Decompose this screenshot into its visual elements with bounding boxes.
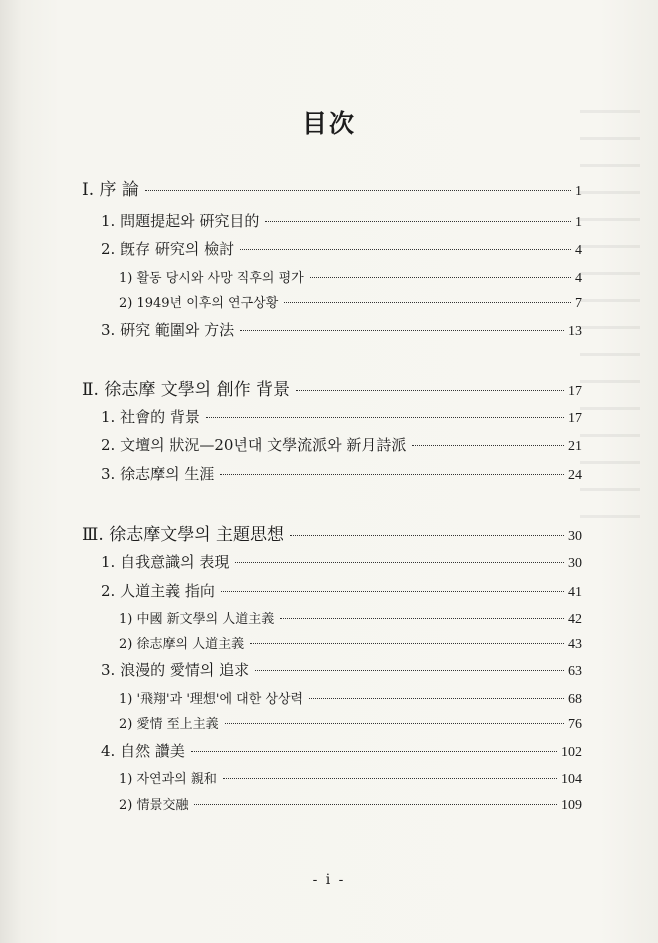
toc-page-number: 7 [575, 296, 582, 311]
toc-entry [119, 713, 582, 733]
leader-dots [412, 445, 564, 446]
toc-label: 1) 활동 당시와 사망 직후의 평가 [119, 271, 304, 286]
toc-label: 1. 自我意識의 表現 [101, 553, 230, 571]
toc-entry [101, 238, 582, 259]
toc-entry [101, 740, 582, 761]
toc-label: 2. 文壇의 狀況—20년대 文學流派와 新月詩派 [101, 436, 407, 454]
page-number-footer: - i - [312, 872, 346, 888]
toc-entry [101, 210, 582, 231]
toc-page-number: 1 [575, 184, 582, 199]
toc-label: 4. 自然 讚美 [101, 742, 185, 760]
leader-dots [250, 643, 564, 644]
toc-label: 2) 1949년 이후의 연구상황 [119, 296, 279, 311]
leader-dots [225, 723, 564, 724]
toc-page-number: 63 [568, 664, 582, 679]
leader-dots [145, 190, 571, 191]
toc-entry [119, 633, 582, 653]
toc-entry [82, 175, 582, 200]
toc-page-number: 4 [575, 271, 582, 286]
leader-dots [280, 618, 564, 619]
toc-page-number: 41 [568, 585, 582, 600]
toc-entry [101, 406, 582, 427]
leader-dots [235, 562, 564, 563]
toc-page-number: 30 [568, 529, 582, 544]
leader-dots [194, 804, 557, 805]
toc-label: 3. 硏究 範圍와 方法 [101, 321, 235, 339]
toc-page-number: 4 [575, 243, 582, 258]
toc-page-number: 13 [568, 324, 582, 339]
leader-dots [191, 751, 557, 752]
toc-label: 1) 中國 新文學의 人道主義 [119, 612, 275, 627]
leader-dots [310, 277, 571, 278]
toc-label: 2. 人道主義 指向 [101, 582, 215, 600]
toc-entry [101, 551, 582, 572]
toc-label: 1) 자연과의 親和 [119, 772, 217, 787]
leader-dots [255, 670, 564, 671]
bleed-through-text [580, 110, 640, 710]
toc-entry [82, 375, 582, 400]
toc-entry [82, 520, 582, 545]
toc-page-number: 109 [561, 798, 582, 813]
toc-label: 2. 旣存 硏究의 檢討 [101, 240, 235, 258]
toc-entry [119, 267, 582, 287]
toc-page-number: 24 [568, 468, 582, 483]
toc-entry [119, 608, 582, 628]
toc-label: 1) '飛翔'과 '理想'에 대한 상상력 [119, 692, 304, 707]
toc-label: 1. 社會的 背景 [101, 408, 200, 426]
toc-entry [119, 794, 582, 814]
toc-page-number: 42 [568, 612, 582, 627]
leader-dots [240, 330, 564, 331]
leader-dots [223, 778, 557, 779]
toc-page-number: 17 [568, 384, 582, 399]
leader-dots [284, 302, 571, 303]
toc-label: Ⅰ. 序 論 [82, 180, 139, 200]
toc-label: 2) 愛情 至上主義 [119, 717, 219, 732]
toc-entry [101, 580, 582, 601]
toc-page-number: 102 [561, 745, 582, 760]
toc-label: Ⅲ. 徐志摩文學의 主題思想 [82, 525, 285, 545]
toc-page-number: 43 [568, 637, 582, 652]
toc-entry [119, 292, 582, 312]
toc-entry [101, 463, 582, 484]
leader-dots [265, 221, 571, 222]
toc-label: 1. 問題提起와 硏究目的 [101, 212, 260, 230]
leader-dots [296, 390, 564, 391]
toc-page-number: 1 [575, 215, 582, 230]
toc-entry [101, 434, 582, 455]
toc-label: Ⅱ. 徐志摩 文學의 創作 背景 [82, 380, 290, 400]
leader-dots [290, 535, 564, 536]
toc-page-number: 76 [568, 717, 582, 732]
toc-entry [119, 688, 582, 708]
page-title: 目次 [301, 109, 356, 138]
toc-page-number: 104 [561, 772, 582, 787]
leader-dots [220, 474, 564, 475]
toc-page-number: 68 [568, 692, 582, 707]
leader-dots [309, 698, 564, 699]
toc-entry [101, 319, 582, 340]
toc-entry [119, 768, 582, 788]
leader-dots [206, 417, 564, 418]
toc-page-number: 21 [568, 439, 582, 454]
toc-page-number: 17 [568, 411, 582, 426]
toc-label: 2) 徐志摩의 人道主義 [119, 637, 245, 652]
toc-label: 2) 情景交融 [119, 798, 189, 813]
toc-label: 3. 徐志摩의 生涯 [101, 465, 215, 483]
toc-entry [101, 659, 582, 680]
toc-label: 3. 浪漫的 愛情의 追求 [101, 661, 250, 679]
leader-dots [240, 249, 571, 250]
toc-page-number: 30 [568, 556, 582, 571]
leader-dots [221, 591, 564, 592]
